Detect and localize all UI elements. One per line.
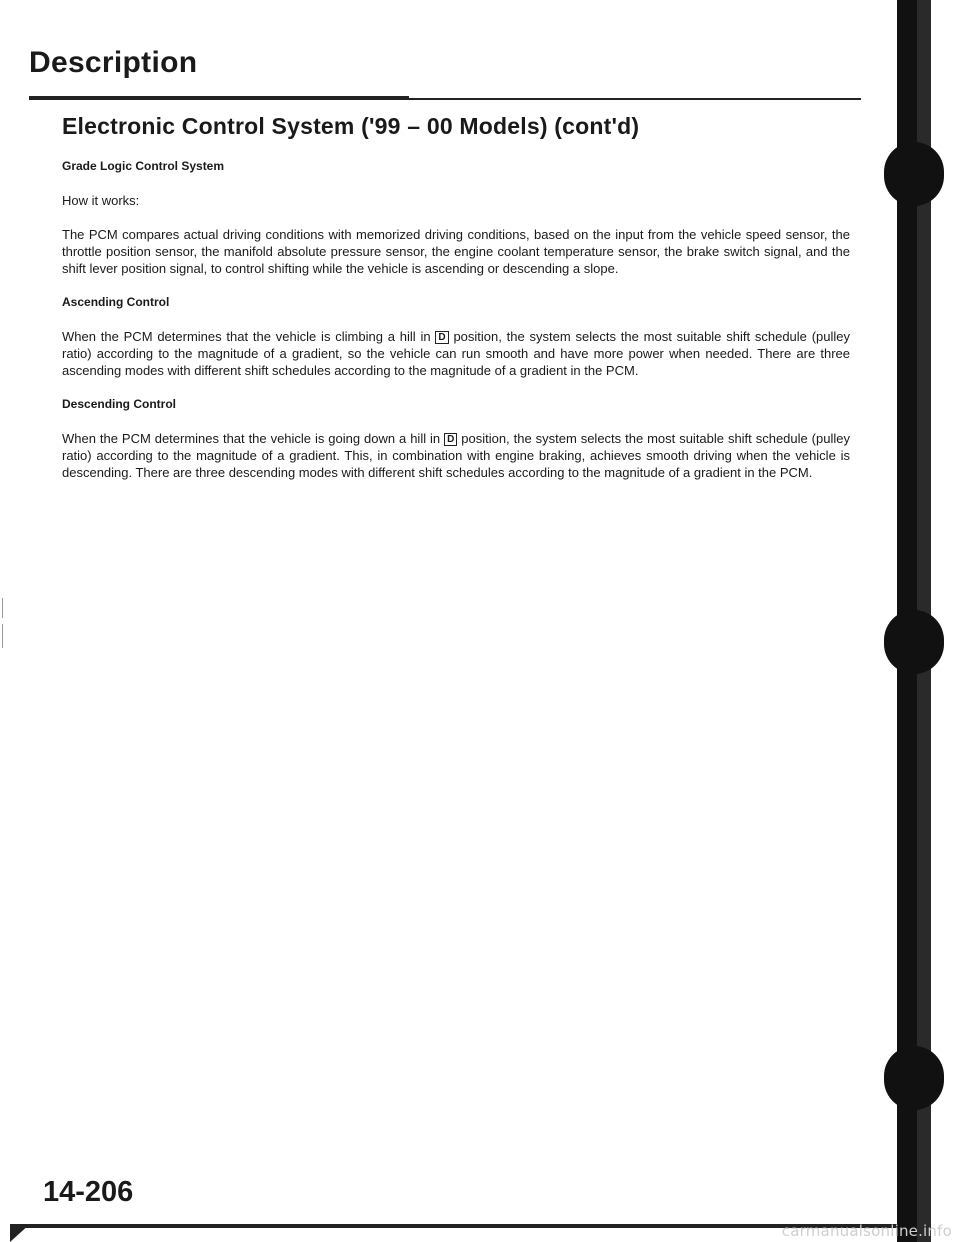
- d-position-icon: D: [435, 331, 448, 344]
- footer-rule: [10, 1224, 910, 1228]
- title-underline-accent: [29, 96, 409, 100]
- page-title: Description: [29, 46, 198, 79]
- ascending-text-before: When the PCM determines that the vehicle is climbing a hill in: [62, 329, 431, 344]
- ascending-heading: Ascending Control: [62, 295, 170, 309]
- descending-text-after: position, the system selects the most suitable shift schedule (pulley ratio) according to the magnitude of a gradient. This, in combination with engine braking, achieves smooth driving when the vehicle is descending. There are three descending modes with different shift schedules according to the magnitude of a gradient in the PCM.: [62, 431, 850, 480]
- system-heading: Grade Logic Control System: [62, 159, 225, 173]
- page-number: 14-206: [43, 1176, 134, 1208]
- ascending-text-after: position, the system selects the most suitable shift schedule (pulley ratio) according to the magnitude of a gradient, so the vehicle can run smooth and have more power when needed. There are three ascending modes with different shift schedules according to the magnitude of a gradient in the PCM.: [62, 329, 850, 378]
- scan-margin-mark: [2, 624, 3, 648]
- document-body: [62, 158, 850, 498]
- how-it-works-label: How it works:: [62, 193, 140, 208]
- descending-heading: Descending Control: [62, 397, 177, 411]
- descending-paragraph: [62, 430, 850, 481]
- section-title: Electronic Control System ('99 – 00 Models) (cont'd): [62, 113, 640, 139]
- binder-tab-bottom: [884, 1046, 944, 1110]
- ascending-paragraph: [62, 328, 850, 379]
- descending-text-before: When the PCM determines that the vehicle is going down a hill in: [62, 431, 441, 446]
- scan-margin-mark: [2, 598, 3, 618]
- footer-rule-hook: [10, 1224, 30, 1242]
- binder-tab-top: [884, 142, 944, 206]
- binder-tab-middle: [884, 610, 944, 674]
- d-position-icon: D: [444, 433, 457, 446]
- intro-paragraph: The PCM compares actual driving conditions with memorized driving conditions, based on the input from the vehicle speed sensor, the throttle position sensor, the manifold absolute pressure sensor, the engine coolant temperature sensor, the brake switch signal, and the shift lever position signal, to control shifting while the vehicle is ascending or descending a slope.: [62, 227, 850, 276]
- watermark: carmanualsonline.info: [781, 1222, 952, 1240]
